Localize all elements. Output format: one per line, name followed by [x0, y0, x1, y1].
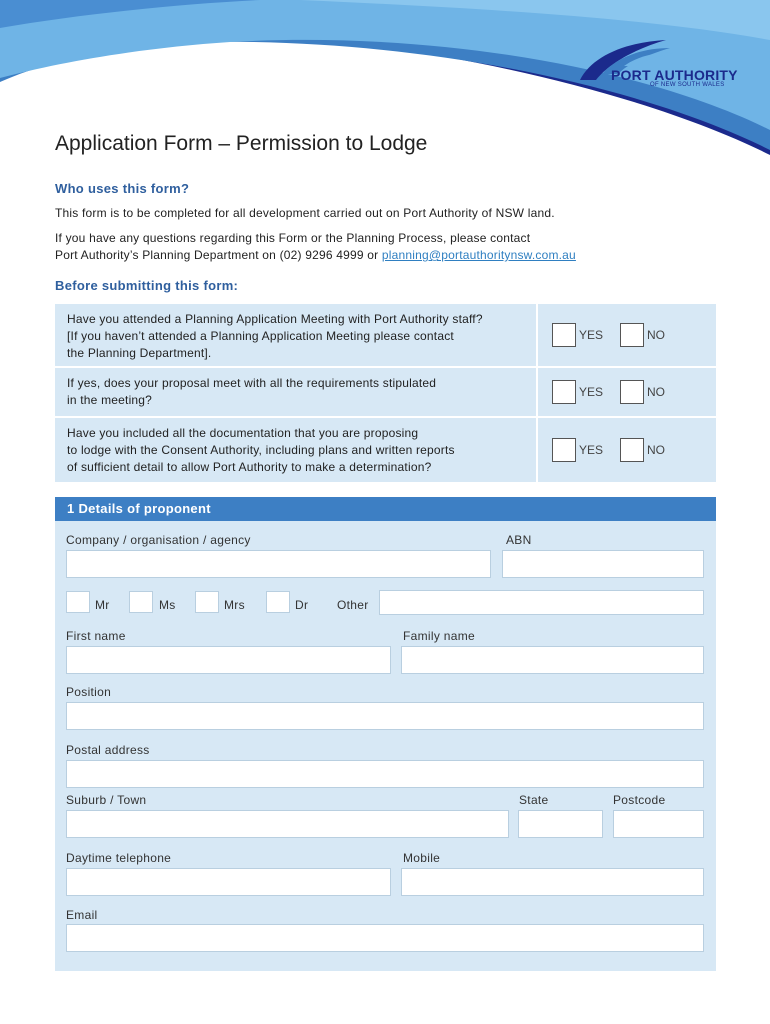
email-input[interactable]: [66, 924, 704, 952]
mrs-checkbox[interactable]: [195, 591, 219, 613]
pre-submission-questions: [55, 304, 716, 484]
yes-no-options: [536, 304, 689, 366]
yes-no-options: [536, 418, 689, 482]
question-line: in the meeting?: [67, 393, 153, 407]
question-line: Have you included all the documentation that you are proposing: [67, 426, 419, 440]
question-text: [55, 304, 534, 366]
family-name-label: Family name: [403, 629, 475, 643]
suburb-input[interactable]: [66, 810, 509, 838]
no-option: [620, 438, 665, 462]
postal-address-input[interactable]: [66, 760, 704, 788]
logo-title: PORT AUTHORITY: [611, 67, 738, 83]
ms-checkbox[interactable]: [129, 591, 153, 613]
mobile-label: Mobile: [403, 851, 441, 865]
question-line: the Planning Department].: [67, 346, 212, 360]
no-label: NO: [647, 328, 666, 342]
company-label: Company / organisation / agency: [66, 533, 251, 547]
question-row: [55, 304, 716, 368]
who-uses-line3: [55, 247, 576, 264]
mobile-input[interactable]: [401, 868, 704, 896]
question-line: of sufficient detail to allow Port Authority to make a determination?: [67, 460, 432, 474]
suburb-label: Suburb / Town: [66, 793, 147, 807]
before-submitting-heading: Before submitting this form:: [55, 278, 239, 293]
no-checkbox[interactable]: [620, 438, 644, 462]
state-label: State: [519, 793, 549, 807]
yes-label: YES: [579, 443, 604, 457]
state-input[interactable]: [518, 810, 603, 838]
postcode-input[interactable]: [613, 810, 704, 838]
details-of-proponent-section: [55, 497, 716, 971]
daytime-telephone-input[interactable]: [66, 868, 391, 896]
dr-checkbox[interactable]: [266, 591, 290, 613]
no-checkbox[interactable]: [620, 323, 644, 347]
position-input[interactable]: [66, 702, 704, 730]
contact-email-link[interactable]: planning@portauthoritynsw.com.au: [381, 248, 576, 262]
other-label: Other: [337, 598, 369, 612]
question-text: [55, 418, 534, 482]
question-text: [55, 368, 534, 416]
postcode-label: Postcode: [613, 793, 666, 807]
question-line: If yes, does your proposal meet with all the requirements stipulated: [67, 376, 437, 390]
logo-subtitle: OF NEW SOUTH WALES: [650, 82, 725, 88]
who-uses-heading: Who uses this form?: [55, 181, 190, 196]
abn-label: ABN: [506, 533, 532, 547]
dr-label: Dr: [295, 598, 309, 612]
first-name-input[interactable]: [66, 646, 391, 674]
yes-option: [552, 380, 603, 404]
yes-checkbox[interactable]: [552, 323, 576, 347]
no-checkbox[interactable]: [620, 380, 644, 404]
section-heading: 1 Details of proponent: [55, 497, 716, 521]
abn-input[interactable]: [502, 550, 704, 578]
contact-text: Port Authority’s Planning Department on (02) 9296 4999 or: [55, 248, 382, 262]
position-label: Position: [66, 685, 112, 699]
yes-no-options: [536, 368, 689, 416]
mr-label: Mr: [95, 598, 110, 612]
yes-label: YES: [579, 385, 604, 399]
email-label: Email: [66, 908, 98, 922]
yes-label: YES: [579, 328, 604, 342]
question-line: [If you haven’t attended a Planning Application Meeting please contact: [67, 329, 454, 343]
no-label: NO: [647, 385, 666, 399]
yes-option: [552, 438, 603, 462]
question-row: [55, 418, 716, 484]
page-title: Application Form – Permission to Lodge: [55, 132, 428, 155]
no-label: NO: [647, 443, 666, 457]
question-line: Have you attended a Planning Application Meeting with Port Authority staff?: [67, 312, 483, 326]
family-name-input[interactable]: [401, 646, 704, 674]
who-uses-line1: This form is to be completed for all development carried out on Port Authority of NSW land.: [55, 206, 555, 220]
no-option: [620, 323, 665, 347]
postal-address-label: Postal address: [66, 743, 150, 757]
question-line: to lodge with the Consent Authority, including plans and written reports: [67, 443, 455, 457]
question-row: [55, 368, 716, 418]
other-title-input[interactable]: [379, 590, 704, 615]
no-option: [620, 380, 665, 404]
first-name-label: First name: [66, 629, 126, 643]
yes-checkbox[interactable]: [552, 380, 576, 404]
who-uses-line2: If you have any questions regarding this Form or the Planning Process, please contact: [55, 231, 531, 245]
daytime-telephone-label: Daytime telephone: [66, 851, 172, 865]
yes-checkbox[interactable]: [552, 438, 576, 462]
mrs-label: Mrs: [224, 598, 245, 612]
port-authority-logo: [578, 36, 743, 94]
company-input[interactable]: [66, 550, 491, 578]
ms-label: Ms: [159, 598, 176, 612]
mr-checkbox[interactable]: [66, 591, 90, 613]
yes-option: [552, 323, 603, 347]
